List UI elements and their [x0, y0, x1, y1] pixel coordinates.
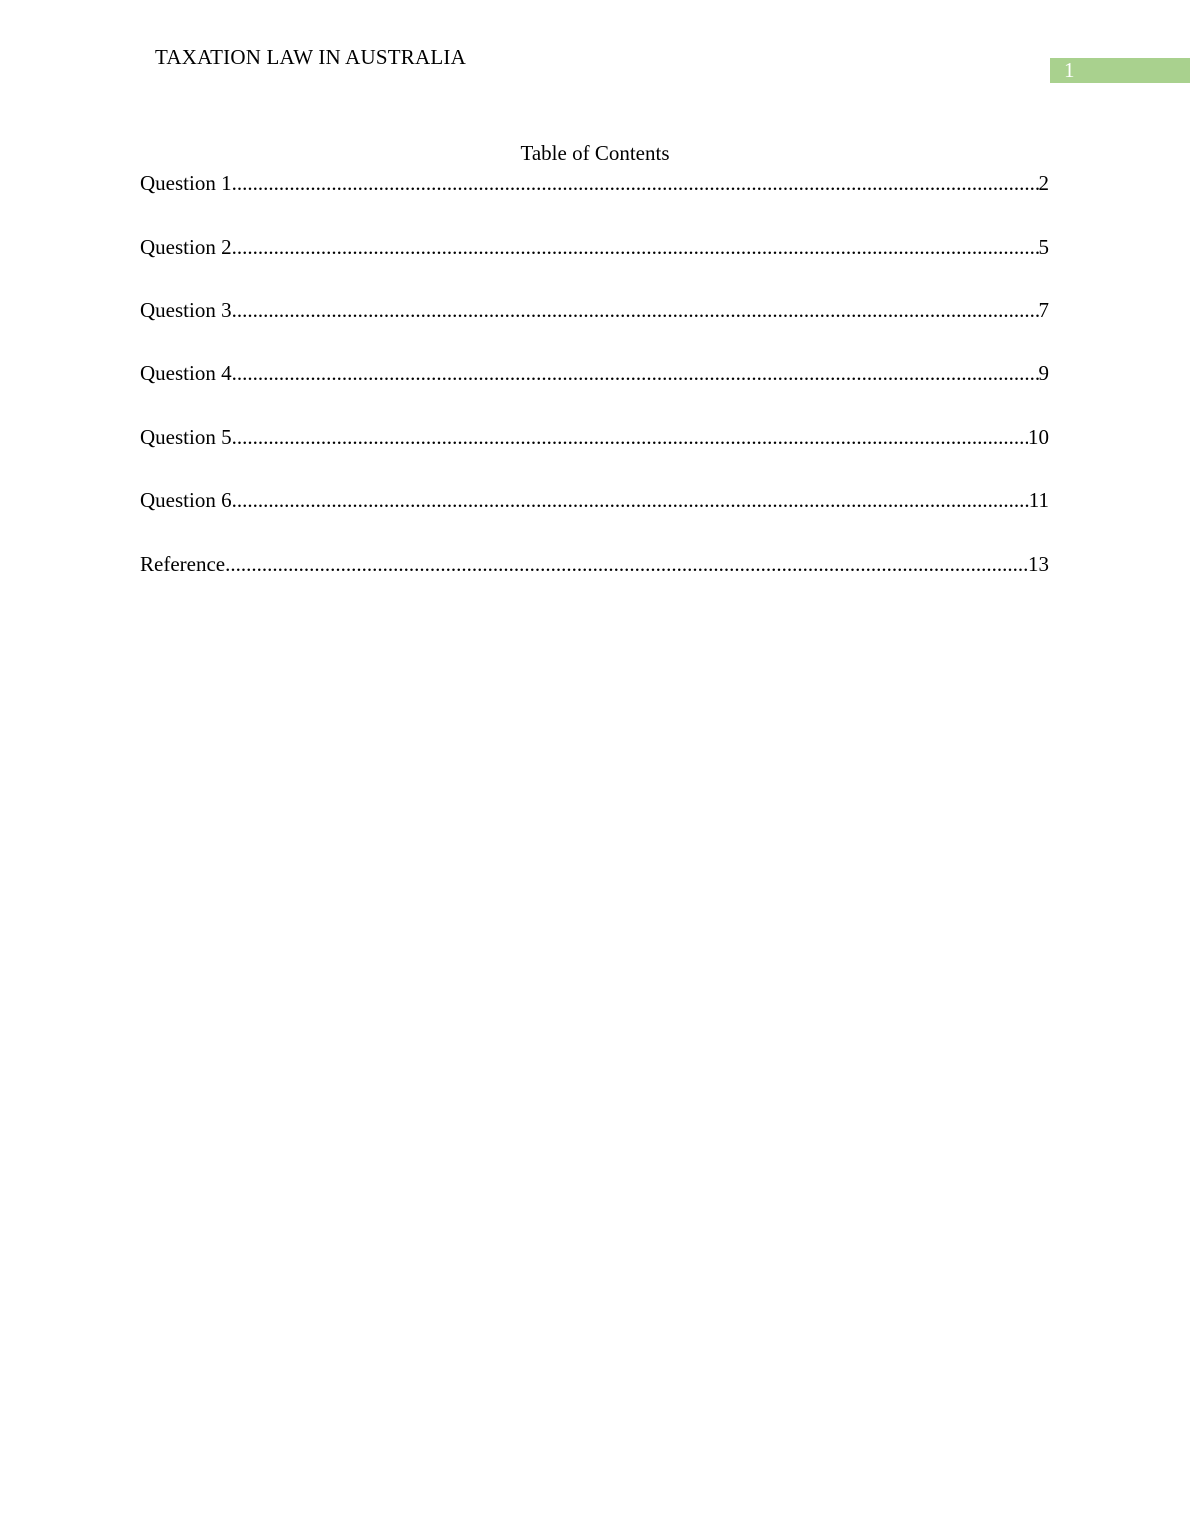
page-number: 1 — [1064, 58, 1075, 82]
toc-dot-leader — [225, 550, 1028, 578]
toc-entry-question-4[interactable] — [140, 359, 1049, 387]
header-title: TAXATION LAW IN AUSTRALIA — [155, 45, 466, 69]
toc-entry-question-3[interactable] — [140, 296, 1049, 324]
toc-entry-label: Question 3 — [140, 298, 232, 322]
page-number-badge — [1050, 58, 1190, 83]
toc-dot-leader — [232, 486, 1029, 514]
toc-dot-leader — [232, 296, 1039, 324]
toc-entry-question-5[interactable] — [140, 423, 1049, 451]
toc-entry-page: 5 — [1038, 235, 1049, 259]
toc-dot-leader — [232, 169, 1039, 197]
toc-entry-page: 2 — [1038, 171, 1049, 195]
toc-entry-label: Question 1 — [140, 171, 232, 195]
toc-entry-page: 10 — [1028, 425, 1049, 449]
toc-entry-question-1[interactable] — [140, 169, 1049, 197]
toc-entry-label: Question 5 — [140, 425, 232, 449]
toc-dot-leader — [232, 233, 1039, 261]
toc-entry-question-2[interactable] — [140, 233, 1049, 261]
toc-entry-label: Reference — [140, 552, 226, 576]
toc-entry-label: Question 4 — [140, 361, 232, 385]
toc-entry-label: Question 2 — [140, 235, 232, 259]
toc-entry-page: 13 — [1028, 552, 1049, 576]
toc-entry-page: 7 — [1038, 298, 1049, 322]
toc-entry-question-6[interactable] — [140, 486, 1049, 514]
toc-entry-reference[interactable] — [140, 550, 1049, 578]
toc-dot-leader — [232, 359, 1039, 387]
toc-entry-label: Question 6 — [140, 488, 232, 512]
toc-entry-page: 11 — [1028, 488, 1049, 512]
toc-dot-leader — [232, 423, 1028, 451]
toc-heading: Table of Contents — [520, 141, 670, 165]
toc-entry-page: 9 — [1038, 361, 1049, 385]
